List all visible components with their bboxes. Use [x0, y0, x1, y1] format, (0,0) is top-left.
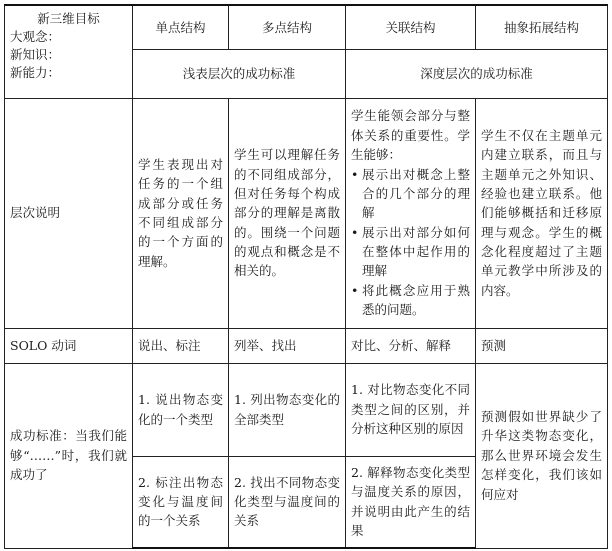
unistructural-description: 学生表现出对任务的一个组成部分或任务不同组成部分的一个方面的理解。 [133, 98, 229, 328]
relational-bullet: • 展示出对部分如何在整体中起作用的理解 [351, 223, 470, 281]
relational-intro: 学生能领会部分与整体关系的重要性。学生能够： [351, 108, 470, 163]
header-row [5, 5, 608, 49]
corner-line-2: 大观念： [10, 29, 61, 45]
multistructural-description: 学生可以理解任务的不同组成部分，但对任务每个构成部分的理解是离散的。围绕一个问题的观点和概念是不相关的。 [229, 98, 346, 328]
relational-bullet: • 展示出对概念上整合的几个部分的理解 [351, 165, 470, 223]
header-unistructural: 单点结构 [133, 5, 229, 49]
unistructural-verbs: 说出、标注 [133, 328, 229, 363]
extended-abstract-verbs: 预测 [476, 328, 608, 363]
extended-abstract-criterion: 预测假如世界缺少了升华这类物态变化，那么世界环境会发生怎样变化，我们该如何应对 [476, 363, 608, 548]
corner-line-4: 新能力： [10, 65, 61, 81]
unistructural-criterion-1: 1. 说出物态变化的一个类型 [133, 363, 229, 456]
header-multistructural: 多点结构 [229, 5, 346, 49]
relational-bullet: • 将此概念应用于熟悉的问题。 [351, 281, 470, 320]
header-relational: 关联结构 [346, 5, 476, 49]
deep-standard-cell: 深度层次的成功标准 [346, 49, 608, 98]
solo-success-criteria-table [4, 4, 608, 549]
relational-criterion-2: 2. 解释物态变化类型与温度关系的原因，并说明由此产生的结果 [346, 456, 476, 548]
level-description-label: 层次说明 [5, 98, 133, 328]
extended-abstract-description: 学生不仅在主题单元内建立联系，而且与主题单元之外知识、经验也建立联系。他们能够概括和迁移原理与观念。学生的概念化程度超过了主题单元教学中所涉及的内容。 [476, 98, 608, 328]
solo-verbs-row [5, 328, 608, 363]
multistructural-criterion-1: 1. 列出物态变化的全部类型 [229, 363, 346, 456]
relational-description [346, 98, 476, 328]
relational-verbs: 对比、分析、解释 [346, 328, 476, 363]
multistructural-criterion-2: 2. 找出不同物态变化类型与温度间的关系 [229, 456, 346, 548]
multistructural-verbs: 列举、找出 [229, 328, 346, 363]
header-extended-abstract: 抽象拓展结构 [476, 5, 608, 49]
relational-bullet-list [351, 165, 470, 320]
level-description-row [5, 98, 608, 328]
success-criteria-label: 成功标准：当我们能够“……”时，我们就成功了 [5, 363, 133, 548]
shallow-standard-cell: 浅表层次的成功标准 [133, 49, 346, 98]
three-dimension-goals-cell [5, 5, 133, 98]
solo-verbs-label: SOLO 动词 [5, 328, 133, 363]
relational-criterion-1: 1. 对比物态变化不同类型之间的区别，并分析这种区别的原因 [346, 363, 476, 456]
corner-line-1: 新三维目标 [37, 11, 100, 26]
corner-line-3: 新知识： [10, 47, 61, 63]
unistructural-criterion-2: 2. 标注出物态变化与温度间的一个关系 [133, 456, 229, 548]
success-criteria-row-1 [5, 363, 608, 456]
